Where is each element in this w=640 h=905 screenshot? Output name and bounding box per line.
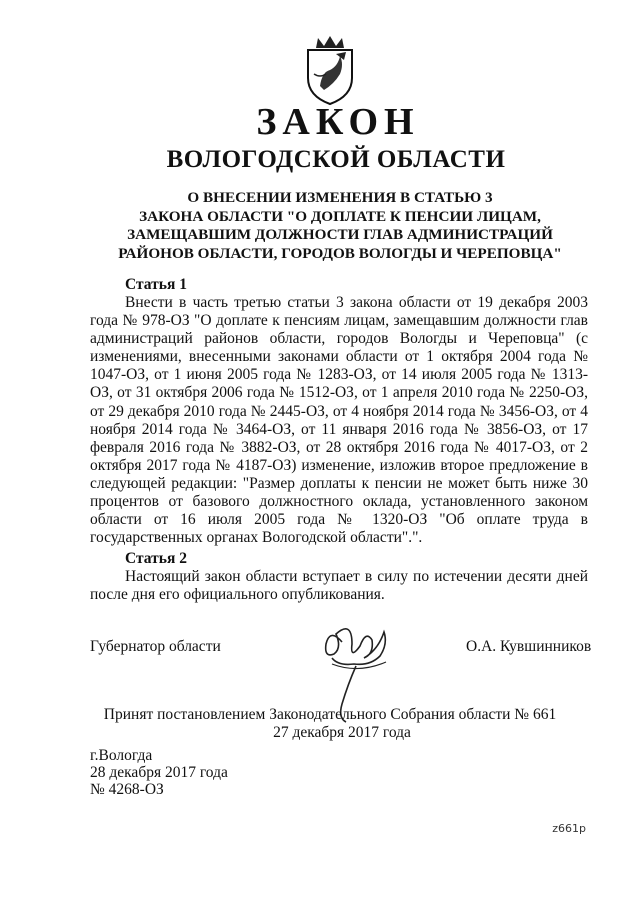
article-1-text: Внести в часть третью статьи 3 закона области от 19 декабря 2003 года № 978-ОЗ "О доплате к пенсиям лицам, замещавшим должности глав администраций районов области, городов Вологды и Череповца" (с изменениями, внесенными законами области от 1 октября 2004 года № 1047-ОЗ, от 1 июня 2005 года № 1283-ОЗ, от 14 июля 2005 года № 1313-ОЗ, от 31 октября 2006 года № 1512-ОЗ, от 1 апреля 2010 года № 2250-ОЗ, от 29 декабря 2010 года № 2445-ОЗ, от 4 ноября 2014 года № 3456-ОЗ, от 4 ноября 2014 года № 3464-ОЗ, от 11 января 2016 года № 3856-ОЗ, от 17 февраля 2016 года № 3882-ОЗ, от 28 октября 2016 года № 4017-ОЗ, от 2 октября 2017 года № 4187-ОЗ) изменение, изложив второе предложение в следующей редакции: "Размер доплаты к пенсии не может быть ниже 30 процентов от базового должностного оклада, установленного законом области от 16 июля 2005 года № 1320-ОЗ "Об оплате труда в государственных органах Вологодской области".".: [90, 294, 588, 547]
subject-line: О ВНЕСЕНИИ ИЗМЕНЕНИЯ В СТАТЬЮ 3: [187, 189, 493, 206]
city: г.Вологда: [90, 747, 153, 764]
signing-date: 28 декабря 2017 года: [90, 764, 228, 781]
subject-line: ЗАКОНА ОБЛАСТИ "О ДОПЛАТЕ К ПЕНСИИ ЛИЦАМ,: [139, 207, 541, 225]
adoption-date: 27 декабря 2017 года: [273, 724, 411, 741]
footer-code: z661p: [552, 822, 586, 835]
place-date-block: [90, 747, 228, 798]
region-title: ВОЛОГОДСКОЙ ОБЛАСТИ: [166, 146, 506, 173]
subject-line: ЗАМЕЩАВШИМ ДОЛЖНОСТИ ГЛАВ АДМИНИСТРАЦИЙ: [127, 226, 553, 244]
coat-of-arms-icon: [300, 34, 360, 106]
document-title: ЗАКОН: [256, 101, 420, 143]
law-number: № 4268-ОЗ: [90, 781, 164, 798]
governor-position: Губернатор области: [90, 638, 221, 655]
article-1-heading: Статья 1: [125, 276, 187, 293]
law-subject: [90, 189, 590, 263]
article-2-text: Настоящий закон области вступает в силу по истечении десяти дней после дня его официального опубликования.: [90, 568, 588, 604]
article-2-heading: Статья 2: [125, 550, 187, 567]
adoption-statement: Принят постановлением Законодательного Собрания области № 661: [103, 706, 557, 723]
subject-line: РАЙОНОВ ОБЛАСТИ, ГОРОДОВ ВОЛОГДЫ И ЧЕРЕПОВЦА": [118, 244, 562, 262]
governor-name: О.А. Кувшинников: [466, 638, 592, 655]
